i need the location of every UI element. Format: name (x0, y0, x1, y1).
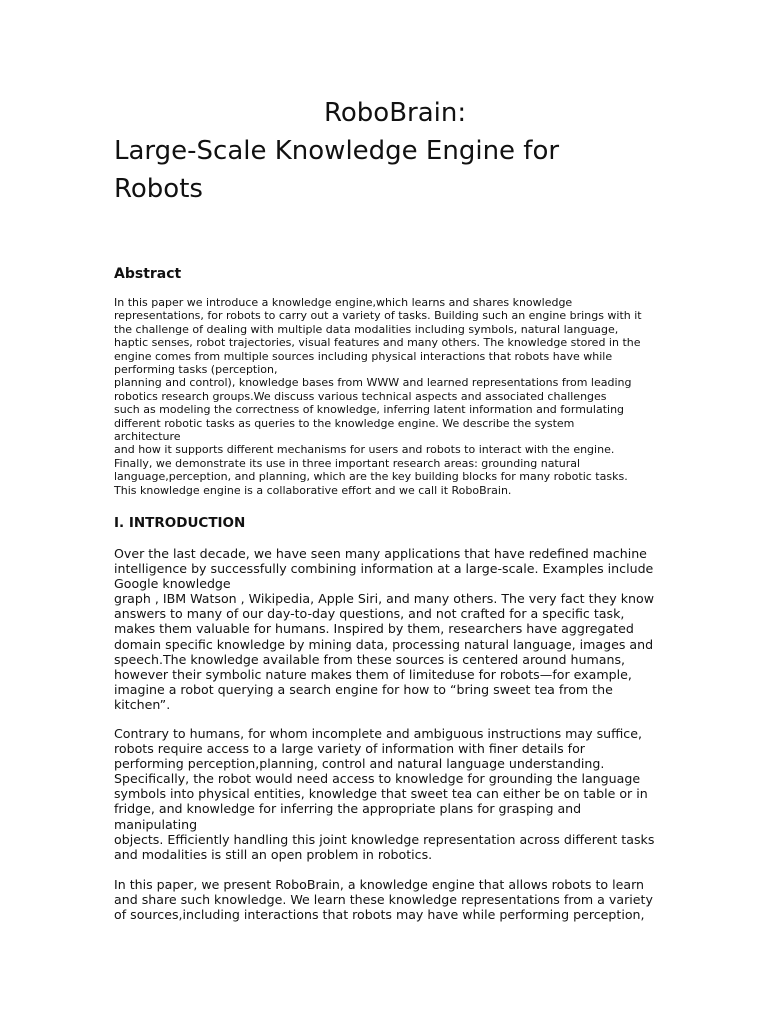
paragraph-line: however their symbolic nature makes them of limiteduse for robots—for example, (114, 666, 632, 682)
abstract-line: robotics research groups.We discuss various technical aspects and associated challenges (114, 389, 607, 403)
abstract-line: In this paper we introduce a knowledge engine,which learns and shares knowledge (114, 296, 573, 309)
abstract-paragraph (114, 296, 674, 497)
paragraph-line: In this paper, we present RoboBrain, a knowledge engine that allows robots to learn (114, 877, 645, 892)
paragraph-line: and share such knowledge. We learn these knowledge representations from a variety (114, 892, 653, 908)
paragraph-line: performing perception,planning, control and natural language understanding. (114, 756, 605, 772)
paragraph-line: Over the last decade, we have seen many applications that have redefined machine (114, 546, 647, 561)
paragraph-line: kitchen”. (114, 696, 171, 712)
abstract-line: performing tasks (perception, (114, 363, 278, 377)
paragraph-line: Specifically, the robot would need access to knowledge for grounding the language (114, 771, 641, 787)
abstract-line: This knowledge engine is a collaborative effort and we call it RoboBrain. (114, 483, 512, 497)
paper-title (114, 94, 674, 208)
paragraph-line: and modalities is still an open problem in robotics. (114, 846, 433, 862)
title-line-2: Large-Scale Knowledge Engine for (114, 136, 560, 166)
paragraph-line: imagine a robot querying a search engine for how to “bring sweet tea from the (114, 681, 613, 697)
abstract-line: language,perception, and planning, which are the key building blocks for many robotic tasks. (114, 470, 628, 484)
paragraph-line: domain specific knowledge by mining data, processing natural language, images and (114, 636, 654, 652)
paragraph-line: speech.The knowledge available from these sources is centered around humans, (114, 651, 626, 667)
abstract-line: such as modeling the correctness of knowledge, inferring latent information and formulating (114, 403, 625, 417)
introduction-paragraph-1 (114, 546, 674, 712)
paragraph-line: Google knowledge (114, 576, 231, 592)
title-line-3: Robots (114, 174, 203, 204)
paragraph-line: manipulating (114, 816, 198, 832)
paragraph-line: fridge, and knowledge for inferring the appropriate plans for grasping and (114, 801, 582, 817)
title-line-1: RoboBrain: (324, 98, 467, 128)
abstract-line: the challenge of dealing with multiple data modalities including symbols, natural language, (114, 322, 619, 336)
paragraph-line: objects. Efficiently handling this joint knowledge representation across different tasks (114, 831, 655, 847)
paragraph-line: symbols into physical entities, knowledge that sweet tea can either be on table or in (114, 786, 648, 802)
abstract-line: haptic senses, robot trajectories, visual features and many others. The knowledge stored in the (114, 336, 641, 350)
abstract-heading: Abstract (114, 266, 182, 282)
paragraph-line: graph , IBM Watson , Wikipedia, Apple Siri, and many others. The very fact they know (114, 591, 655, 607)
abstract-line: and how it supports different mechanisms for users and robots to interact with the engine. (114, 443, 615, 457)
paragraph-line: intelligence by successfully combining information at a large-scale. Examples include (114, 561, 654, 577)
abstract-line: representations, for robots to carry out a variety of tasks. Building such an engine brings with it (114, 309, 642, 323)
paragraph-line: robots require access to a large variety of information with finer details for (114, 741, 585, 757)
introduction-paragraph-3 (114, 877, 674, 922)
abstract-line: different robotic tasks as queries to the knowledge engine. We describe the system (114, 416, 575, 430)
paragraph-line: answers to many of our day-to-day questions, and not crafted for a specific task, (114, 606, 625, 622)
abstract-line: Finally, we demonstrate its use in three important research areas: grounding natural (114, 456, 581, 470)
introduction-paragraph-2 (114, 726, 674, 862)
introduction-heading: I. INTRODUCTION (114, 515, 246, 531)
paragraph-line: of sources,including interactions that robots may have while performing perception, (114, 907, 645, 923)
abstract-line: planning and control), knowledge bases from WWW and learned representations from leading (114, 376, 632, 390)
abstract-line: engine comes from multiple sources including physical interactions that robots have while (114, 349, 613, 363)
abstract-line: architecture (114, 430, 181, 444)
paragraph-line: makes them valuable for humans. Inspired by them, researchers have aggregated (114, 621, 634, 637)
paragraph-line: Contrary to humans, for whom incomplete and ambiguous instructions may suffice, (114, 726, 642, 741)
